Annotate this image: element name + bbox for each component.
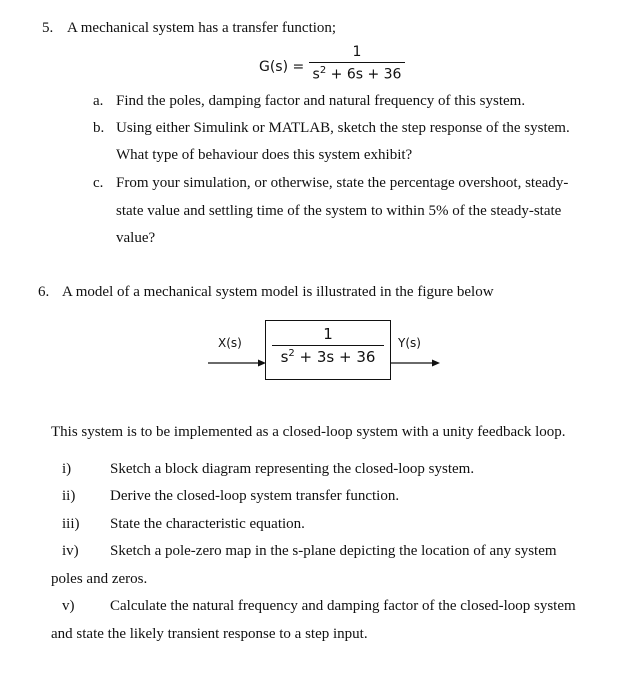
input-arrow bbox=[208, 358, 266, 368]
q5-tf-numerator: 1 bbox=[352, 44, 362, 60]
q5-transfer-function bbox=[309, 44, 405, 83]
block-tf-fraction-bar bbox=[272, 345, 384, 346]
q5-part-b-text-2: What type of behaviour does this system exhibit? bbox=[116, 147, 413, 163]
q5-tf-lhs: G(s) = bbox=[259, 59, 305, 75]
q5-tf-fraction-bar bbox=[309, 62, 405, 63]
q5-part-a-text: Find the poles, damping factor and natural frequency of this system. bbox=[116, 93, 526, 109]
q6-item-iv-label: iv) bbox=[62, 543, 79, 559]
q6-item-iv-text: Sketch a pole-zero map in the s-plane depicting the location of any system bbox=[110, 543, 557, 559]
block-tf-denominator: $s^2 + 3s + 36$ bbox=[280, 348, 376, 366]
q5-part-c-text-1: From your simulation, or otherwise, state the percentage overshoot, steady- bbox=[116, 175, 569, 191]
q5-part-c-label: c. bbox=[93, 175, 104, 191]
output-arrow bbox=[390, 358, 440, 368]
q6-item-iii-label: iii) bbox=[62, 516, 80, 532]
block-transfer-function bbox=[272, 325, 384, 366]
q5-part-b-label: b. bbox=[93, 120, 105, 136]
q6-item-ii-text: Derive the closed-loop system transfer function. bbox=[110, 488, 400, 504]
q6-item-iv-cont: poles and zeros. bbox=[51, 571, 148, 587]
q6-item-iii-text: State the characteristic equation. bbox=[110, 516, 305, 532]
q5-part-c-text-3: value? bbox=[116, 230, 156, 246]
q5-intro: A mechanical system has a transfer function; bbox=[67, 20, 337, 36]
q6-intro: A model of a mechanical system model is illustrated in the figure below bbox=[62, 284, 494, 300]
block-output-label: Y(s) bbox=[398, 336, 421, 350]
q6-item-v-cont: and state the likely transient response to a step input. bbox=[51, 626, 368, 642]
q6-item-i-label: i) bbox=[62, 461, 72, 477]
q6-number: 6. bbox=[38, 284, 50, 300]
q6-item-v-text: Calculate the natural frequency and damping factor of the closed-loop system bbox=[110, 598, 576, 614]
q6-statement: This system is to be implemented as a closed-loop system with a unity feedback loop. bbox=[51, 424, 566, 440]
q5-part-a-label: a. bbox=[93, 93, 104, 109]
q6-item-v-label: v) bbox=[62, 598, 75, 614]
block-input-label: X(s) bbox=[218, 336, 242, 350]
q6-item-ii-label: ii) bbox=[62, 488, 76, 504]
q5-tf-denominator: $s^2 + 6s + 36$ bbox=[312, 65, 402, 83]
q6-item-i-text: Sketch a block diagram representing the closed-loop system. bbox=[110, 461, 475, 477]
q5-part-c-text-2: state value and settling time of the system to within 5% of the steady-state bbox=[116, 203, 562, 219]
q5-part-b-text-1: Using either Simulink or MATLAB, sketch the step response of the system. bbox=[116, 120, 570, 136]
q5-number: 5. bbox=[42, 20, 54, 36]
block-tf-numerator: 1 bbox=[323, 325, 333, 343]
